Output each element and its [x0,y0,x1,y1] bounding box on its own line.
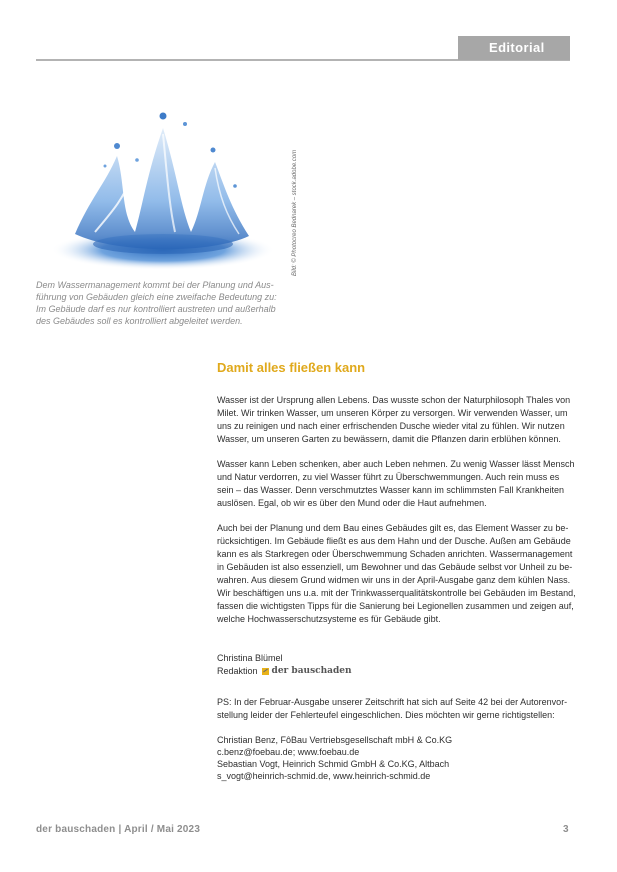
text-line: Wasser kann Leben schenken, aber auch Leben nehmen. Zu wenig Wasser lässt Mensch [217,459,575,469]
caption-line: führung von Gebäuden gleich eine zweifache Bedeutung zu: [36,292,277,302]
photo-credit [282,148,302,276]
ps-line: stellung leider der Fehlerteufel eingeschlichen. Dies möchten wir gerne richtigstellen: [217,710,555,720]
photo-credit-text: Bild: © Photocreo Bednarek – stock.adobe.com [292,149,298,276]
signature-block [217,652,571,678]
caption-line: des Gebäudes soll es kontrolliert abgeleitet werden. [36,316,243,326]
photo-caption [36,279,286,327]
brand-name: der bauschaden [271,666,352,676]
text-line: Wasser, um unseren Garten zu bewässern, damit die Pflanzen darin erblühen können. [217,434,561,444]
editorial-article [217,360,576,782]
text-line: Wir beschäftigen uns u.a. mit der Trinkwasserqualitätskontrolle bei Gebäuden im Bestand, [217,588,576,598]
text-line: in Gebäuden ist also essenziell, um Bewohner und das Gebäude selbst vor Unheil zu be- [217,562,573,572]
postscript [217,696,571,722]
article-headline: Damit alles fließen kann [217,360,366,375]
text-line: Milet. Wir trinken Wasser, um unseren Körper zu versorgen. Wir verwenden Wasser, um [217,408,568,418]
text-line: auslösen. Egal, ob wir es über den Mund oder die Haut aufnehmen. [217,498,487,508]
water-splash-photo [35,104,285,276]
text-line: Auch bei der Planung und dem Bau eines Gebäudes gilt es, das Element Wasser zu be- [217,523,569,533]
text-line: sein – das Wasser. Denn verschmutztes Wasser kann im schlimmsten Fall Krankheiten [217,485,564,495]
article-paragraph [217,394,571,446]
water-crown-illustration [35,104,285,276]
correction-contacts [217,734,571,782]
brand-logo-icon [262,668,269,675]
text-line: fassen die wichtigsten Tipps für die Sanierung bei Legionellen zusammen und zeigen auf, [217,601,574,611]
text-line: Wasser ist der Ursprung allen Lebens. Das wusste schon der Naturphilosoph Thales von [217,395,571,405]
article-paragraph [217,458,575,510]
contact-line: Christian Benz, FôBau Vertriebsgesellschaft mbH & Co.KG [217,735,453,745]
text-line: uns zu reinigen und nach einer erfrischenden Dusche wieder vital zu fühlen. Wir nutzen [217,421,565,431]
editorial-line [217,665,571,678]
editorial-label: Redaktion [217,666,258,676]
caption-line: Dem Wassermanagement kommt bei der Planung und Aus- [36,280,274,290]
page-number: 3 [563,824,569,835]
contact-line: s_vogt@heinrich-schmid.de, www.heinrich-schmid.de [217,771,431,781]
text-line: rücksichtigen. Im Gebäude fließt es aus dem Hahn und der Dusche. Außen am Gebäude [217,536,571,546]
contact-line: c.benz@foebau.de; www.foebau.de [217,747,360,757]
contact-line: Sebastian Vogt, Heinrich Schmid GmbH & Co.KG, Altbach [217,759,450,769]
text-line: wahren. Aus diesem Grund widmen wir uns in der April-Ausgabe ganz dem kühlen Nass. [217,575,571,585]
text-line: kann es als Starkregen oder Überschwemmung Schaden anrichten. Wassermanagement [217,549,573,559]
author-name: Christina Blümel [217,653,283,663]
footer-publication: der bauschaden | April / Mai 2023 [36,824,201,835]
text-line: welche Hochwasserschutzsysteme es für Gebäude gibt. [217,614,441,624]
section-tab: Editorial [458,36,570,60]
ps-line: PS: In der Februar-Ausgabe unserer Zeitschrift hat sich auf Seite 42 bei der Autorenvor- [217,697,568,707]
article-paragraph [217,522,576,626]
text-line: und Natur verdorren, zu viel Wasser führt zu Überschwemmungen. Auch rein muss es [217,472,560,482]
caption-line: Im Gebäude darf es nur kontrolliert austreten und außerhalb [36,304,276,314]
